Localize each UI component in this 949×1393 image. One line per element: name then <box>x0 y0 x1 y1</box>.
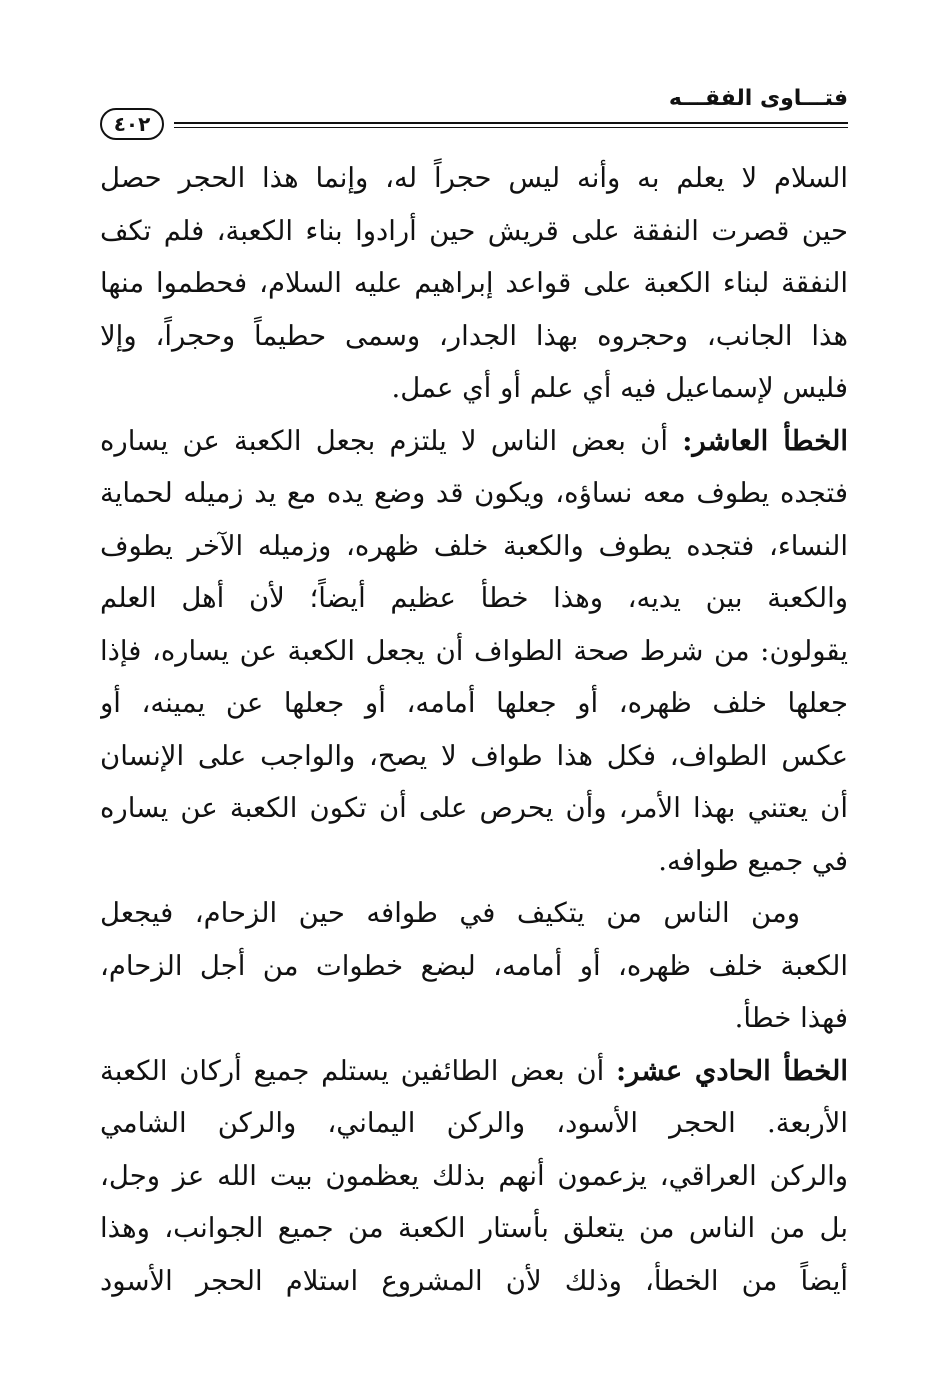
text-line-content: أن بعض الناس لا يلتزم بجعل الكعبة عن يساره <box>100 424 668 457</box>
text-line: حين قصرت النفقة على قريش حين أرادوا بناء الكعبة، فلم تكف <box>100 214 848 247</box>
text-line <box>100 1045 848 1098</box>
text-line: جعلها خلف ظهره، أو جعلها أمامه، أو جعلها عن يمينه، أو <box>100 687 848 719</box>
header-rule-thin <box>174 127 848 128</box>
header-rule <box>174 122 848 124</box>
text-line: النفقة لبناء الكعبة على قواعد إبراهيم عليه السلام، فحطموا منها <box>100 267 848 299</box>
text-line: أن يعتني بهذا الأمر، وأن يحرص على أن تكون الكعبة عن يساره <box>100 792 848 824</box>
running-header <box>100 84 848 124</box>
text-line: الكعبة خلف ظهره، أو أمامه، لبضع خطوات من أجل الزحام، <box>100 949 848 982</box>
text-line: ومن الناس من يتكيف في طوافه حين الزحام، فيجعل <box>100 897 800 929</box>
text-line: فهذا خطأ. <box>734 1002 848 1034</box>
text-line: والكعبة بين يديه، وهذا خطأ عظيم أيضاً؛ لأن أهل العلم <box>100 582 848 614</box>
body-text <box>100 152 848 1307</box>
section-heading: الخطأ العاشر: <box>682 424 848 457</box>
text-line-content: أن بعض الطائفين يستلم جميع أركان الكعبة <box>100 1054 605 1087</box>
text-line: بل من الناس من يتعلق بأستار الكعبة من جميع الجوانب، وهذا <box>100 1212 848 1244</box>
text-line: عكس الطواف، فكل هذا طواف لا يصح، والواجب على الإنسان <box>100 739 848 772</box>
text-line: والركن العراقي، يزعمون أنهم بذلك يعظمون بيت الله عز وجل، <box>100 1159 848 1192</box>
book-title: فتـــاوى الفقـــه <box>668 86 848 111</box>
text-line: في جميع طوافه. <box>658 844 848 877</box>
text-line: النساء، فتجده يطوف والكعبة خلف ظهره، وزميله الآخر يطوف <box>100 529 848 562</box>
section-heading: الخطأ الحادي عشر: <box>616 1054 848 1087</box>
text-line: أيضاً من الخطأ، وذلك لأن المشروع استلام الحجر الأسود <box>100 1264 848 1297</box>
text-line: فتجده يطوف معه نساؤه، ويكون قد وضع يده مع يد زميله لحماية <box>100 477 848 509</box>
text-line: هذا الجانب، وحجروه بهذا الجدار، وسمى حطيماً وحجراً، وإلا <box>100 319 848 352</box>
text-line: السلام لا يعلم به وأنه ليس حجراً له، وإنما هذا الحجر حصل <box>100 162 848 194</box>
page-number: ٤٠٢ <box>100 108 164 140</box>
text-line: الأربعة. الحجر الأسود، والركن اليماني، والركن الشامي <box>100 1107 848 1139</box>
text-line: يقولون: من شرط صحة الطواف أن يجعل الكعبة عن يساره، فإذا <box>100 634 848 667</box>
text-line <box>100 415 848 468</box>
text-line: فليس لإسماعيل فيه أي علم أو أي عمل. <box>391 372 848 404</box>
